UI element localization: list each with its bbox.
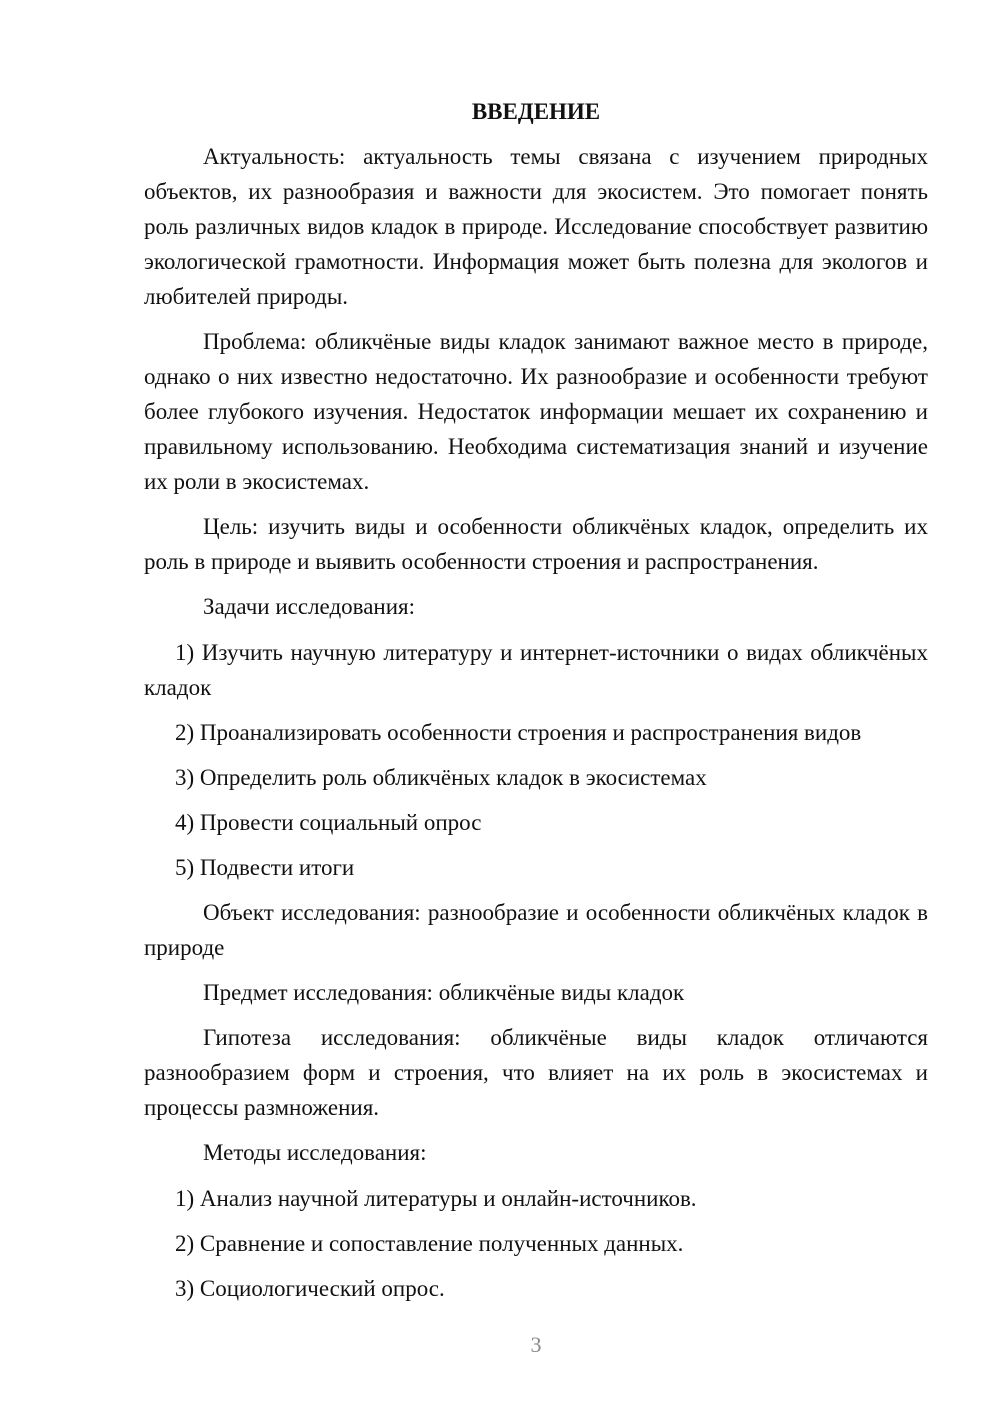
method-item: 3) Социологический опрос.: [175, 1276, 445, 1301]
tasks-heading: Задачи исследования:: [203, 594, 416, 619]
relevance-paragraph: Актуальность: актуальность темы связана с изучением природных объектов, их разнообразия и важности для экосистем. Это помогает понять роль различных видов кладок в природе. Исследование способствует развитию экологической грамотности. Информация может быть полезна для экологов и любителей природы.: [144, 144, 928, 309]
task-item: 3) Определить роль обликчёных кладок в экосистемах: [175, 765, 707, 790]
task-item: 5) Подвести итоги: [175, 855, 355, 880]
task-item: 1) Изучить научную литературу и интернет-источники о видах обликчёных кладок: [144, 640, 928, 700]
hypothesis-paragraph: Гипотеза исследования: обликчёные виды кладок отличаются разнообразием форм и строения, что влияет на их роль в экосистемах и процессы размножения.: [144, 1025, 928, 1120]
problem-paragraph: Проблема: обликчёные виды кладок занимают важное место в природе, однако о них известно недостаточно. Их разнообразие и особенности требуют более глубокого изучения. Недостаток информации мешает их сохранению и правильному использованию. Необходима систематизация знаний и изучение их роли в экосистемах.: [144, 329, 928, 494]
method-item: 1) Анализ научной литературы и онлайн-источников.: [175, 1186, 697, 1211]
goal-paragraph: Цель: изучить виды и особенности обликчёных кладок, определить их роль в природе и выявить особенности строения и распространения.: [144, 514, 928, 574]
subject-paragraph: Предмет исследования: обликчёные виды кладок: [203, 980, 685, 1005]
page-content: [144, 94, 928, 1316]
page-title: ВВЕДЕНИЕ: [471, 99, 601, 124]
task-item: 4) Провести социальный опрос: [175, 810, 482, 835]
task-item: 2) Проанализировать особенности строения и распространения видов: [175, 720, 862, 745]
method-item: 2) Сравнение и сопоставление полученных данных.: [175, 1231, 684, 1256]
object-paragraph: Объект исследования: разнообразие и особенности обликчёных кладок в природе: [144, 900, 928, 960]
methods-heading: Методы исследования:: [203, 1140, 427, 1165]
page-number: 3: [530, 1332, 542, 1357]
